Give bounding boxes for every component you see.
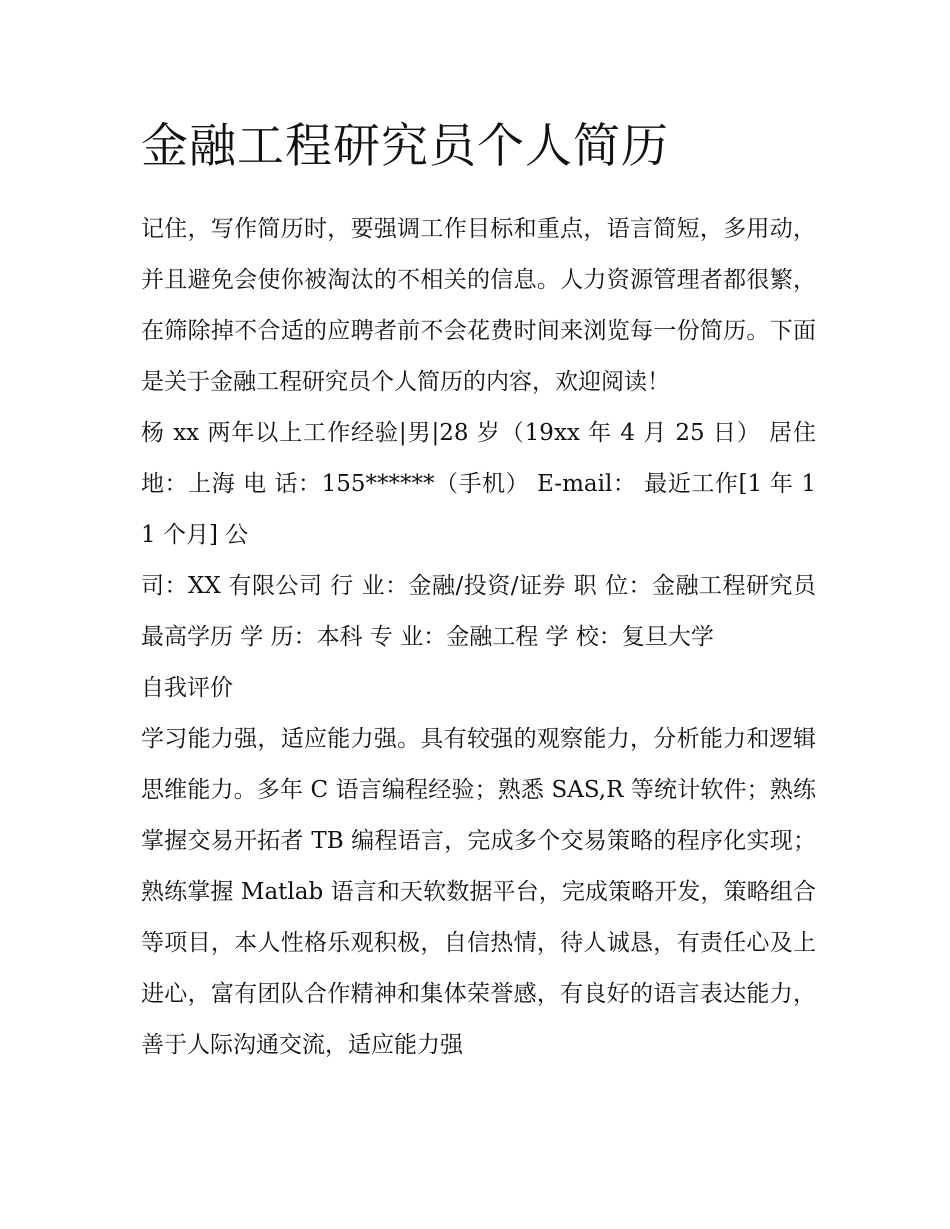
section-heading-self-evaluation: 自我评价 xyxy=(141,675,233,701)
intro-paragraph: 记住，写作简历时，要强调工作目标和重点，语言简短，多用动，并且避免会使你被淘汰的不相关的信息。人力资源管理者都很繁，在筛除掉不合适的应聘者前不会花费时间来浏览每一份简历。下面是关于金融工程研究员个人简历的内容，欢迎阅读！ xyxy=(141,216,816,395)
company-education-paragraph: 司：XX 有限公司 行 业：金融/投资/证券 职 位：金融工程研究员 最高学历 学 历：本科 专 业：金融工程 学 校：复旦大学 xyxy=(141,573,816,650)
document-body xyxy=(141,112,816,1071)
self-evaluation-paragraph: 学习能力强，适应能力强。具有较强的观察能力，分析能力和逻辑思维能力。多年 C 语言编程经验；熟悉 SAS,R 等统计软件；熟练掌握交易开拓者 TB 编程语言，完成多个交易策略的程序化实现；熟练掌握 Matlab 语言和天软数据平台，完成策略开发，策略组合等项目，本人性格乐观积极，自信热情，待人诚恳，有责任心及上进心，富有团队合作精神和集体荣誉感，有良好的语言表达能力，善于人际沟通交流，适应能力强 xyxy=(141,726,816,1058)
personal-info-paragraph: 杨 xx 两年以上工作经验|男|28 岁（19xx 年 4 月 25 日） 居住地：上海 电 话：155******（手机） E-mail： 最近工作[1 年 11 个月] 公 xyxy=(141,420,816,548)
page-title: 金融工程研究员个人简历 xyxy=(141,119,669,174)
